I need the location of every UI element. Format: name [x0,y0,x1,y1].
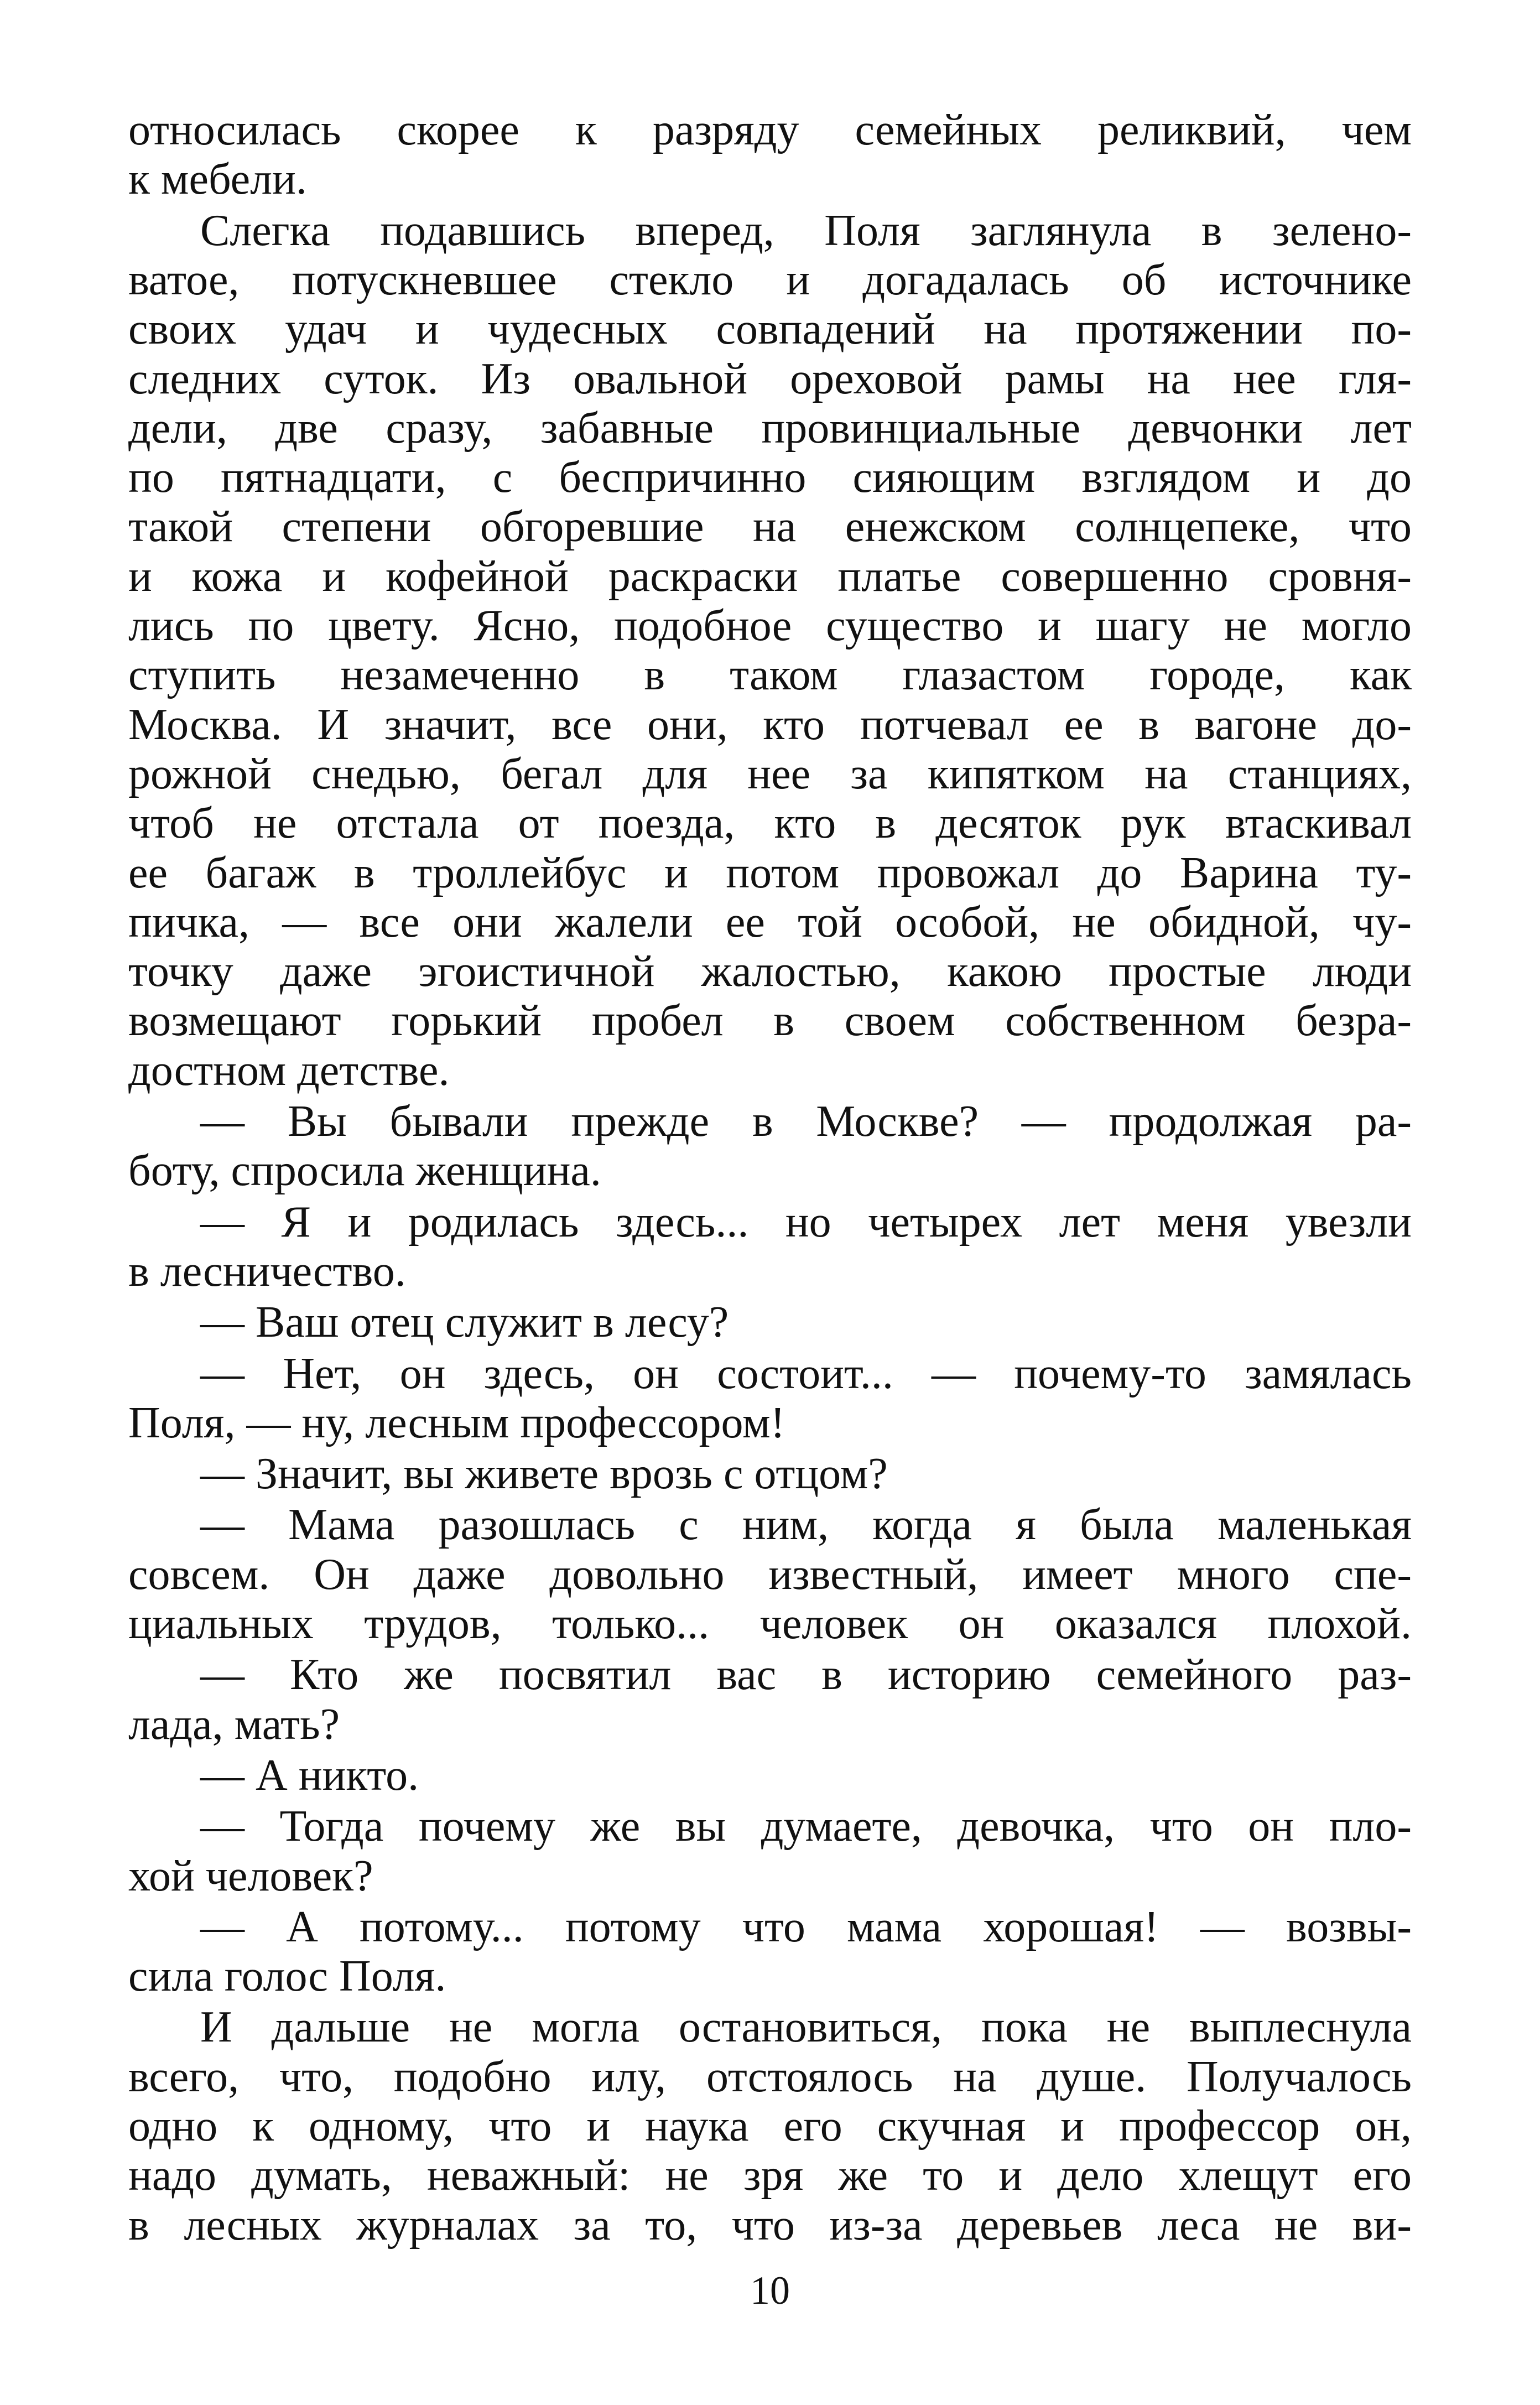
text-line: циальных трудов, только... человек он оказался плохой. [128,1599,1412,1648]
text-line: такой степени обгоревшие на енежском солнцепеке, что [128,502,1412,552]
text-line: — Кто же посвятил вас в историю семейного раз- [200,1650,1412,1700]
text-line: по пятнадцати, с беспричинно сияющим взглядом и до [128,453,1412,502]
text-line: — Я и родилась здесь... но четырех лет меня увезли [200,1197,1412,1246]
text-line: — А никто. [200,1750,419,1800]
text-line: лись по цвету. Ясно, подобное существо и шагу не могло [128,601,1412,650]
text-line: дели, две сразу, забавные провинциальные девчонки лет [128,403,1412,453]
text-line: одно к одному, что и наука его скучная и профессор он, [128,2102,1412,2151]
text-line: — Тогда почему же вы думаете, девочка, что он пло- [200,1802,1412,1851]
text-line: хой человек? [128,1851,373,1900]
text-line: в лесных журналах за то, что из-за деревьев леса не ви- [128,2200,1412,2250]
text-line: боту, спросила женщина. [128,1146,601,1196]
text-line: относилась скорее к разряду семейных реликвий, чем [128,106,1412,154]
text-line: возмещают горький пробел в своем собственном безра- [128,996,1412,1046]
text-line: ватое, потускневшее стекло и догадалась об источнике [128,255,1412,304]
text-line: — А потому... потому что мама хорошая! — возвы- [200,1902,1412,1951]
text-line: надо думать, неважный: не зря же то и дело хлещут его [128,2151,1412,2200]
text-line: в лесничество. [128,1246,406,1296]
page-number: 10 [750,2268,790,2313]
text-line: — Ваш отец служит в лесу? [200,1298,729,1347]
text-line: сила голос Поля. [128,1952,446,2001]
text-line: и кожа и кофейной раскраски платье совершенно сровня- [128,552,1412,601]
text-line: Поля, — ну, лесным профессором! [128,1398,785,1447]
text-line: своих удач и чудесных совпадений на протяжении по- [128,305,1412,354]
text-line: к мебели. [128,155,307,204]
text-line: чтоб не отстала от поезда, кто в десяток рук втаскивал [128,799,1412,848]
text-line: всего, что, подобно илу, отстоялось на душе. Получалось [128,2052,1412,2101]
book-page [128,105,1412,2346]
text-line: Москва. И значит, все они, кто потчевал ее в вагоне до- [128,700,1412,749]
text-line: — Нет, он здесь, он состоит... — почему-то замялась [200,1349,1412,1398]
text-line: ее багаж в троллейбус и потом провожал до Варина ту- [128,848,1412,897]
text-line: ступить незамеченно в таком глазастом городе, как [128,651,1412,700]
text-line: — Значит, вы живете врозь с отцом? [200,1450,888,1499]
text-line: точку даже эгоистичной жалостью, какою простые люди [128,947,1412,996]
text-line: И дальше не могла остановиться, пока не выплеснула [200,2003,1412,2052]
text-line: Слегка подавшись вперед, Поля заглянула в зелено- [200,206,1412,255]
text-line: пичка, — все они жалели ее той особой, не обидной, чу- [128,897,1412,947]
text-line: — Мама разошлась с ним, когда я была маленькая [200,1500,1412,1550]
text-line: совсем. Он даже довольно известный, имеет много спе- [128,1550,1412,1599]
text-line: следних суток. Из овальной ореховой рамы на нее гля- [128,354,1412,403]
text-line: рожной снедью, бегал для нее за кипятком на станциях, [128,749,1412,798]
text-line: лада, мать? [128,1700,340,1749]
text-line: достном детстве. [128,1046,450,1095]
text-line: — Вы бывали прежде в Москве? — продолжая ра- [200,1097,1412,1146]
